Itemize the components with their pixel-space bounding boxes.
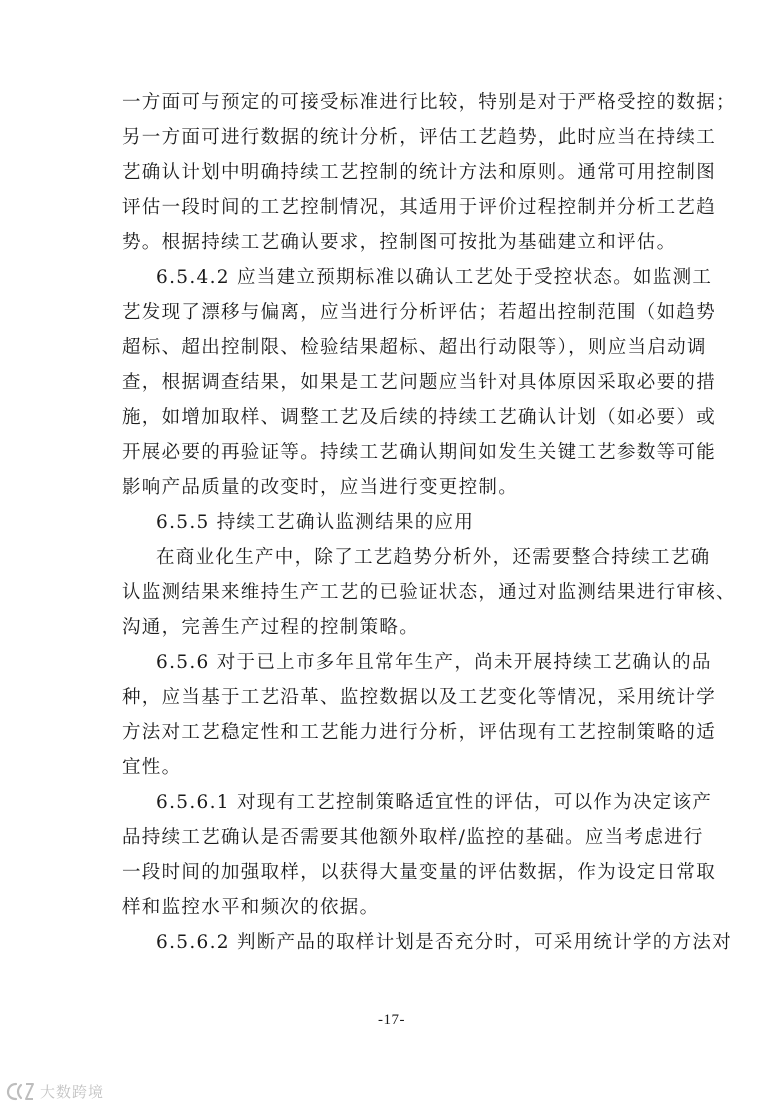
watermark-text: 大数跨境 [40, 1082, 105, 1101]
text-line: 沟通，完善生产过程的控制策略。 [122, 617, 420, 638]
text-line: 开展必要的再验证等。持续工艺确认期间如发生关键工艺参数等可能 [122, 442, 717, 463]
section-6-5-6-1-line: 6.5.6.1 对现有工艺控制策略适宜性的评估，可以作为决定该产 [156, 792, 713, 813]
page-number: -17- [378, 1012, 405, 1028]
text-line: 种，应当基于工艺沿革、监控数据以及工艺变化等情况，采用统计学 [122, 687, 717, 708]
text-line: 一方面可与预定的可接受标准进行比较，特别是对于严格受控的数据； [122, 92, 736, 113]
text-line: 超标、超出控制限、检验结果超标、超出行动限等），则应当启动调 [122, 337, 707, 358]
watermark [6, 1080, 104, 1102]
section-6-5-6-line: 6.5.6 对于已上市多年且常年生产，尚未开展持续工艺确认的品 [156, 652, 712, 673]
section-6-5-4-2-line: 6.5.4.2 应当建立预期标准以确认工艺处于受控状态。如监测工 [156, 267, 713, 288]
text-line: 宜性。 [122, 757, 182, 778]
text-line: 艺发现了漂移与偏离，应当进行分析评估；若超出控制范围（如趋势 [122, 302, 717, 323]
text-line: 方法对工艺稳定性和工艺能力进行分析，评估现有工艺控制策略的适 [122, 722, 717, 743]
text-line: 评估一段时间的工艺控制情况，其适用于评价过程控制并分析工艺趋 [122, 197, 717, 218]
text-line: 样和监控水平和频次的依据。 [122, 897, 380, 918]
text-line: 影响产品质量的改变时，应当进行变更控制。 [122, 477, 519, 498]
text-line: 势。根据持续工艺确认要求，控制图可按批为基础建立和评估。 [122, 232, 677, 253]
text-line: 查，根据调查结果，如果是工艺问题应当针对具体原因采取必要的措 [122, 372, 717, 393]
text-line: 艺确认计划中明确持续工艺控制的统计方法和原则。通常可用控制图 [122, 162, 717, 183]
text-line: 另一方面可进行数据的统计分析，评估工艺趋势，此时应当在持续工 [122, 127, 717, 148]
section-6-5-5-heading: 6.5.5 持续工艺确认监测结果的应用 [156, 512, 475, 533]
brand-logo-icon [6, 1081, 36, 1101]
text-line: 在商业化生产中，除了工艺趋势分析外，还需要整合持续工艺确 [156, 547, 711, 568]
section-6-5-6-2-line: 6.5.6.2 判断产品的取样计划是否充分时，可采用统计学的方法对 [156, 932, 733, 953]
text-line: 认监测结果来维持生产工艺的已验证状态，通过对监测结果进行审核、 [122, 582, 736, 603]
text-line: 品持续工艺确认是否需要其他额外取样/监控的基础。应当考虑进行 [122, 827, 704, 848]
text-line: 一段时间的加强取样，以获得大量变量的评估数据，作为设定日常取 [122, 862, 717, 883]
text-line: 施，如增加取样、调整工艺及后续的持续工艺确认计划（如必要）或 [122, 407, 717, 428]
